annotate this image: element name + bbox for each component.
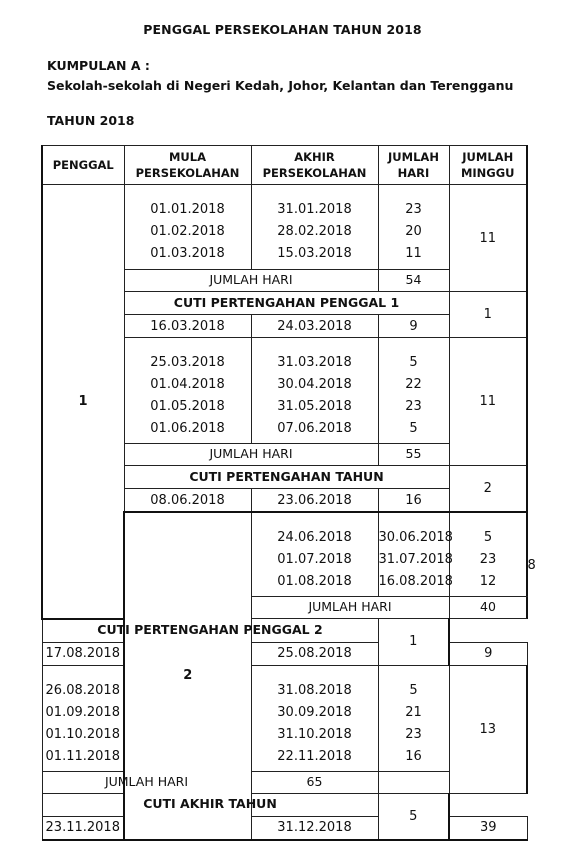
table-row: [42, 185, 527, 270]
total-days-label: JUMLAH HARI: [124, 270, 378, 292]
days-cell: 39: [449, 816, 527, 840]
date-cell: 16.03.2018: [124, 315, 251, 338]
table-row: [42, 816, 527, 840]
holiday-label: CUTI AKHIR TAHUN: [42, 793, 378, 816]
total-days-value: 40: [449, 597, 527, 619]
days-cell: 5 22 23 5: [378, 338, 449, 444]
date-cell: 23.11.2018: [42, 816, 124, 840]
header-mula: MULA PERSEKOLAHAN: [124, 146, 251, 185]
date-cell: 24.03.2018: [251, 315, 378, 338]
table-row: [42, 665, 527, 771]
days-cell: 9: [449, 642, 527, 665]
date-cell: 17.08.2018: [42, 642, 124, 665]
weeks-cell: 11: [449, 338, 527, 466]
date-cell: 08.06.2018: [124, 489, 251, 513]
dates-cell: 24.06.2018 01.07.2018 01.08.2018: [251, 512, 378, 597]
penggal-2-label: 2: [124, 512, 251, 840]
page-title: PENGGAL PERSEKOLAHAN TAHUN 2018: [143, 22, 422, 37]
header-penggal: PENGGAL: [42, 146, 124, 185]
dates-cell: 01.01.2018 01.02.2018 01.03.2018: [124, 185, 251, 270]
table-row: [42, 642, 527, 665]
weeks-cell: 5: [378, 793, 449, 840]
header-minggu: JUMLAH MINGGU: [449, 146, 527, 185]
total-days-label: JUMLAH HARI: [124, 444, 378, 466]
year-label: TAHUN 2018: [47, 113, 135, 128]
states-label: Sekolah-sekolah di Negeri Kedah, Johor, Kelantan dan Terengganu: [47, 78, 514, 93]
weeks-cell: 11: [449, 185, 527, 292]
holiday-label: CUTI PERTENGAHAN PENGGAL 1: [124, 292, 449, 315]
header-hari: JUMLAH HARI: [378, 146, 449, 185]
dates-cell: 31.08.2018 30.09.2018 31.10.2018 22.11.2018: [251, 665, 378, 771]
date-cell: 31.12.2018: [251, 816, 378, 840]
weeks-cell: 13: [449, 665, 527, 793]
dates-cell: 30.06.2018 31.07.2018 16.08.2018: [378, 512, 449, 597]
dates-cell: 31.03.2018 30.04.2018 31.05.2018 07.06.2018: [251, 338, 378, 444]
date-cell: 25.08.2018: [251, 642, 378, 665]
total-days-value: 55: [378, 444, 449, 466]
weeks-cell: 1: [378, 619, 449, 666]
table-row: 2 24.06.2018 01.07.2018 01.08.2018 30.06.2018 31.07.2018 16.08.2018 5 23 12 8: [42, 512, 527, 597]
days-cell: 9: [378, 315, 449, 338]
table-row: [42, 619, 527, 643]
days-cell: 5 21 23 16: [378, 665, 449, 771]
weeks-cell: 1: [449, 292, 527, 338]
total-days-value: 54: [378, 270, 449, 292]
holiday-label: CUTI PERTENGAHAN TAHUN: [124, 466, 449, 489]
school-term-table: [41, 145, 536, 841]
holiday-label: CUTI PERTENGAHAN PENGGAL 2: [42, 619, 378, 643]
days-cell: 5 23 12: [449, 512, 527, 597]
total-days-label: JUMLAH HARI: [251, 597, 449, 619]
days-cell: 16: [378, 489, 449, 513]
date-cell: 23.06.2018: [251, 489, 378, 513]
dates-cell: 31.01.2018 28.02.2018 15.03.2018: [251, 185, 378, 270]
dates-cell: 25.03.2018 01.04.2018 01.05.2018 01.06.2018: [124, 338, 251, 444]
total-days-label: JUMLAH HARI: [42, 771, 251, 793]
days-cell: 23 20 11: [378, 185, 449, 270]
table-row: [42, 793, 527, 816]
weeks-cell: 2: [449, 466, 527, 513]
dates-cell: 26.08.2018 01.09.2018 01.10.2018 01.11.2018: [42, 665, 124, 771]
total-days-value: 65: [251, 771, 378, 793]
header-row: [42, 146, 527, 185]
penggal-1-label: 1: [42, 185, 124, 619]
group-label: KUMPULAN A :: [47, 58, 150, 73]
header-akhir: AKHIR PERSEKOLAHAN: [251, 146, 378, 185]
